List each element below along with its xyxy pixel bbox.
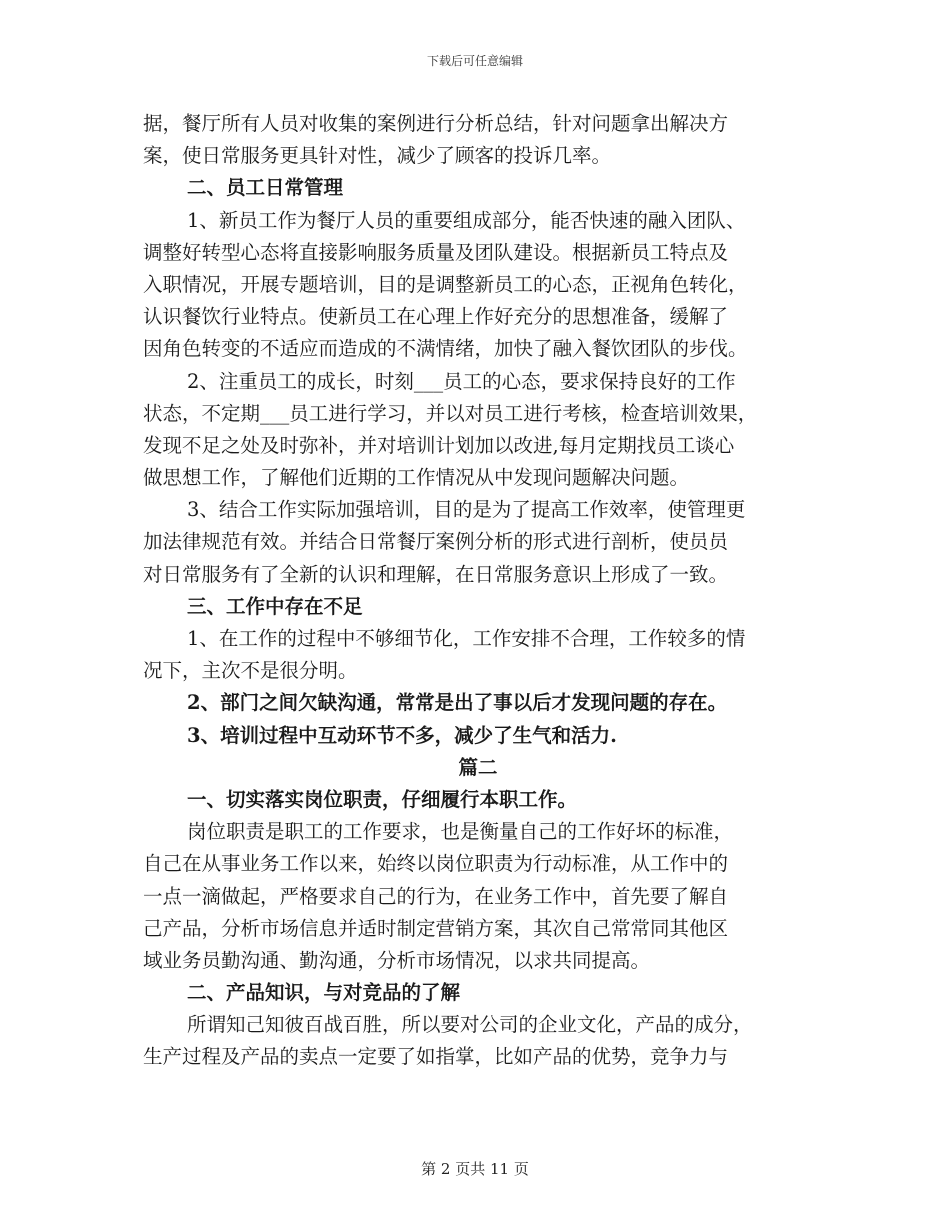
text-line: 一点一滴做起，严格要求自己的行为，在业务工作中，首先要了解自 [143,884,729,908]
text-line: 对日常服务有了全新的认识和理解，在日常服务意识上形成了一致。 [143,562,729,586]
page-header: 下载后可任意编辑 [426,54,523,68]
text-line: 3、结合工作实际加强培训，目的是为了提高工作效率，使管理更 [187,498,746,522]
section-heading: 篇二 [458,755,498,779]
text-line: 1、在工作的过程中不够细节化，工作安排不合理，工作较多的情 [187,627,746,650]
text-line: 因角色转变的不适应而造成的不满情绪，加快了融入餐饮团队的步伐。 [143,337,748,361]
text-line: 状态，不定期___员工进行学习，并以对员工进行考核，检查培训效果， [143,401,758,425]
section-heading: 三、工作中存在不足 [187,594,363,618]
page-footer: 第 2 页共 11 页 [421,1160,529,1178]
section-heading: 2、部门之间欠缺沟通，常常是出了事以后才发现问题的存在。 [187,691,728,715]
text-line: 己产品，分析市场信息并适时制定营销方案，其次自己常常同其他区 [143,916,729,940]
text-line: 入职情况，开展专题培训，目的是调整新员工的心态，正视角色转化， [143,272,748,296]
text-line: 自己在从事业务工作以来，始终以岗位职责为行动标准，从工作中的 [143,852,729,876]
text-line: 发现不足之处及时弥补，并对培训计划加以改进,每月定期找员工谈心 [143,433,735,457]
section-heading: 一、切实落实岗位职责，仔细履行本职工作。 [187,787,578,811]
text-line: 做思想工作，了解他们近期的工作情况从中发现问题解决问题。 [143,466,690,490]
text-line: 认识餐饮行业特点。使新员工在心理上作好充分的思想准备，缓解了 [143,305,729,329]
text-line: 据，餐厅所有人员对收集的案例进行分析总结，针对问题拿出解决方 [143,112,729,135]
document-body [143,108,813,1074]
section-heading: 二、员工日常管理 [187,176,344,200]
text-line: 岗位职责是职工的工作要求，也是衡量自己的工作好坏的标准， [187,820,734,844]
text-line: 况下，主次不是很分明。 [143,659,358,683]
section-heading: 3、培训过程中互动环节不多，减少了生气和活力. [187,723,617,747]
text-line: 2、注重员工的成长，时刻___员工的心态，要求保持良好的工作 [187,369,736,393]
text-line: 生产过程及产品的卖点一定要了如指掌，比如产品的优势，竞争力与 [143,1045,729,1069]
text-line: 案，使日常服务更具针对性，减少了顾客的投诉几率。 [143,144,612,168]
text-line: 调整好转型心态将直接影响服务质量及团队建设。根据新员工特点及 [143,240,729,264]
text-line: 域业务员勤沟通、勤沟通，分析市场情况，以求共同提高。 [143,948,651,972]
text-line: 加法律规范有效。并结合日常餐厅案例分析的形式进行剖析，使员员 [143,530,729,554]
section-heading: 二、产品知识，与对竞品的了解 [187,981,461,1005]
text-line: 所谓知己知彼百战百胜，所以要对公司的企业文化，产品的成分， [187,1013,753,1037]
text-line: 1、新员工作为餐厅人员的重要组成部分，能否快速的融入团队、 [187,208,746,232]
